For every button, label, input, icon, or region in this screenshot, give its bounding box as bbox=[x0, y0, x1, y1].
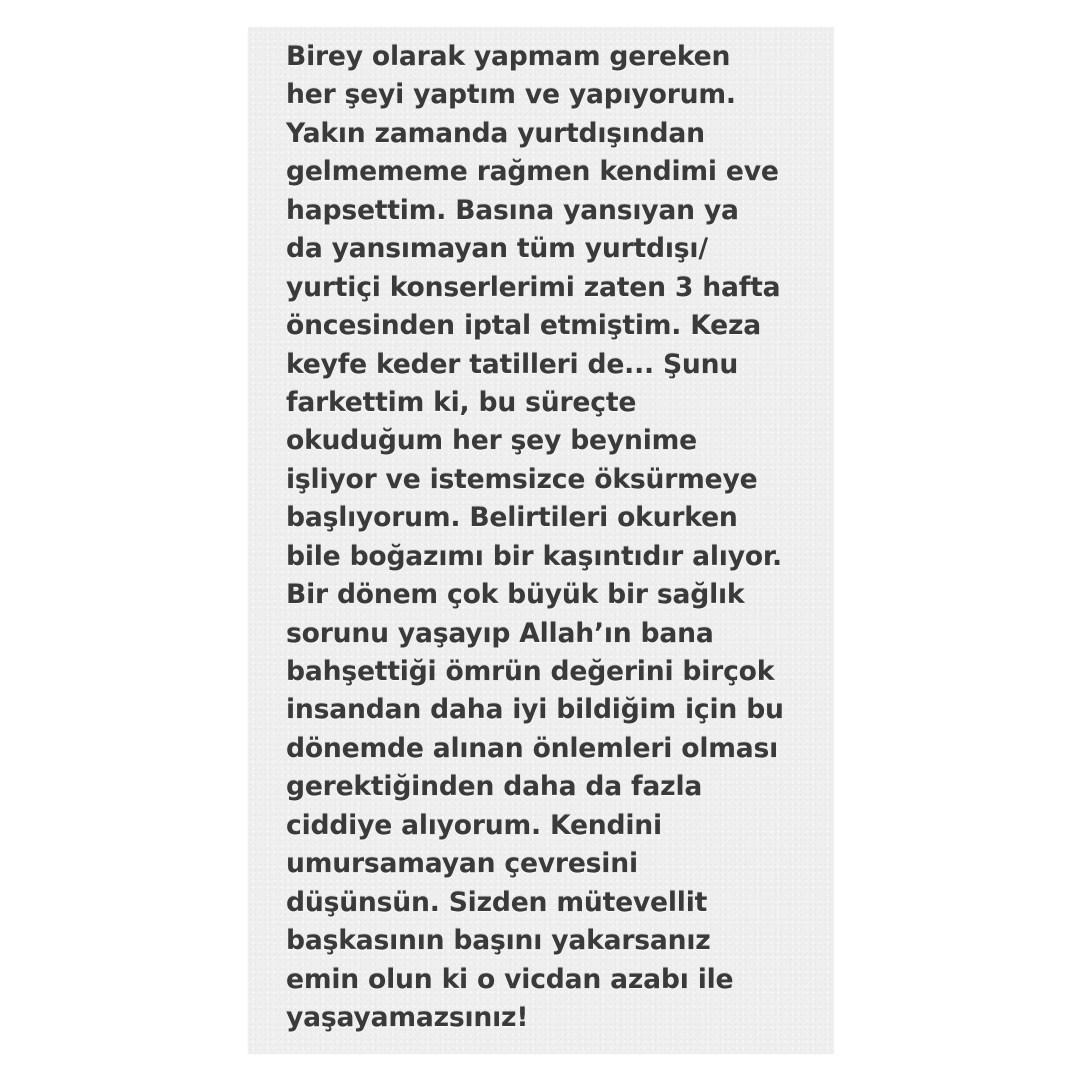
text-line-4: gelmememe rağmen kendimi eve bbox=[286, 156, 779, 188]
text-line-14: bile boğazımı bir kaşıntıdır alıyor. bbox=[286, 540, 782, 572]
text-line-7: yurtiçi konserlerimi zaten 3 hafta bbox=[286, 271, 781, 303]
text-line-3: Yakın zamanda yurtdışından bbox=[286, 117, 705, 149]
text-line-6: da yansımayan tüm yurtdışı/ bbox=[286, 233, 708, 265]
text-line-8: öncesinden iptal etmiştim. Keza bbox=[286, 310, 762, 342]
text-line-17: bahşettiği ömrün değerini birçok bbox=[286, 656, 775, 687]
text-line-20: gerektiğinden daha da fazla bbox=[286, 771, 703, 803]
text-line-2: her şeyi yaptım ve yapıyorum. bbox=[286, 79, 736, 111]
story-text-block bbox=[286, 38, 826, 1037]
text-line-21: ciddiye alıyorum. Kendini bbox=[286, 809, 662, 841]
text-line-12: işliyor ve istemsizce öksürmeye bbox=[286, 463, 758, 495]
text-line-9: keyfe keder tatilleri de... Şunu bbox=[286, 348, 739, 380]
text-line-18: insandan daha iyi bildiğim için bu bbox=[286, 694, 784, 726]
text-line-24: başkasının başını yakarsanız bbox=[286, 925, 711, 957]
text-line-13: başlıyorum. Belirtileri okurken bbox=[286, 502, 738, 534]
text-line-25: emin olun ki o vicdan azabı ile bbox=[286, 963, 734, 995]
text-line-26: yaşayamazsınız! bbox=[286, 1001, 529, 1033]
text-line-11: okuduğum her şey beynime bbox=[286, 425, 698, 457]
text-line-16: sorunu yaşayıp Allah’ın bana bbox=[286, 617, 714, 649]
text-line-5: hapsettim. Basına yansıyan ya bbox=[286, 194, 739, 226]
text-line-1: Birey olarak yapmam gereken bbox=[286, 41, 731, 72]
text-line-19: dönemde alınan önlemleri olması bbox=[286, 732, 779, 764]
text-line-15: Bir dönem çok büyük bir sağlık bbox=[286, 579, 745, 611]
text-line-23: düşünsün. Sizden mütevellit bbox=[286, 886, 708, 918]
text-line-10: farkettim ki, bu süreçte bbox=[286, 386, 637, 418]
text-line-22: umursamayan çevresini bbox=[286, 848, 638, 880]
